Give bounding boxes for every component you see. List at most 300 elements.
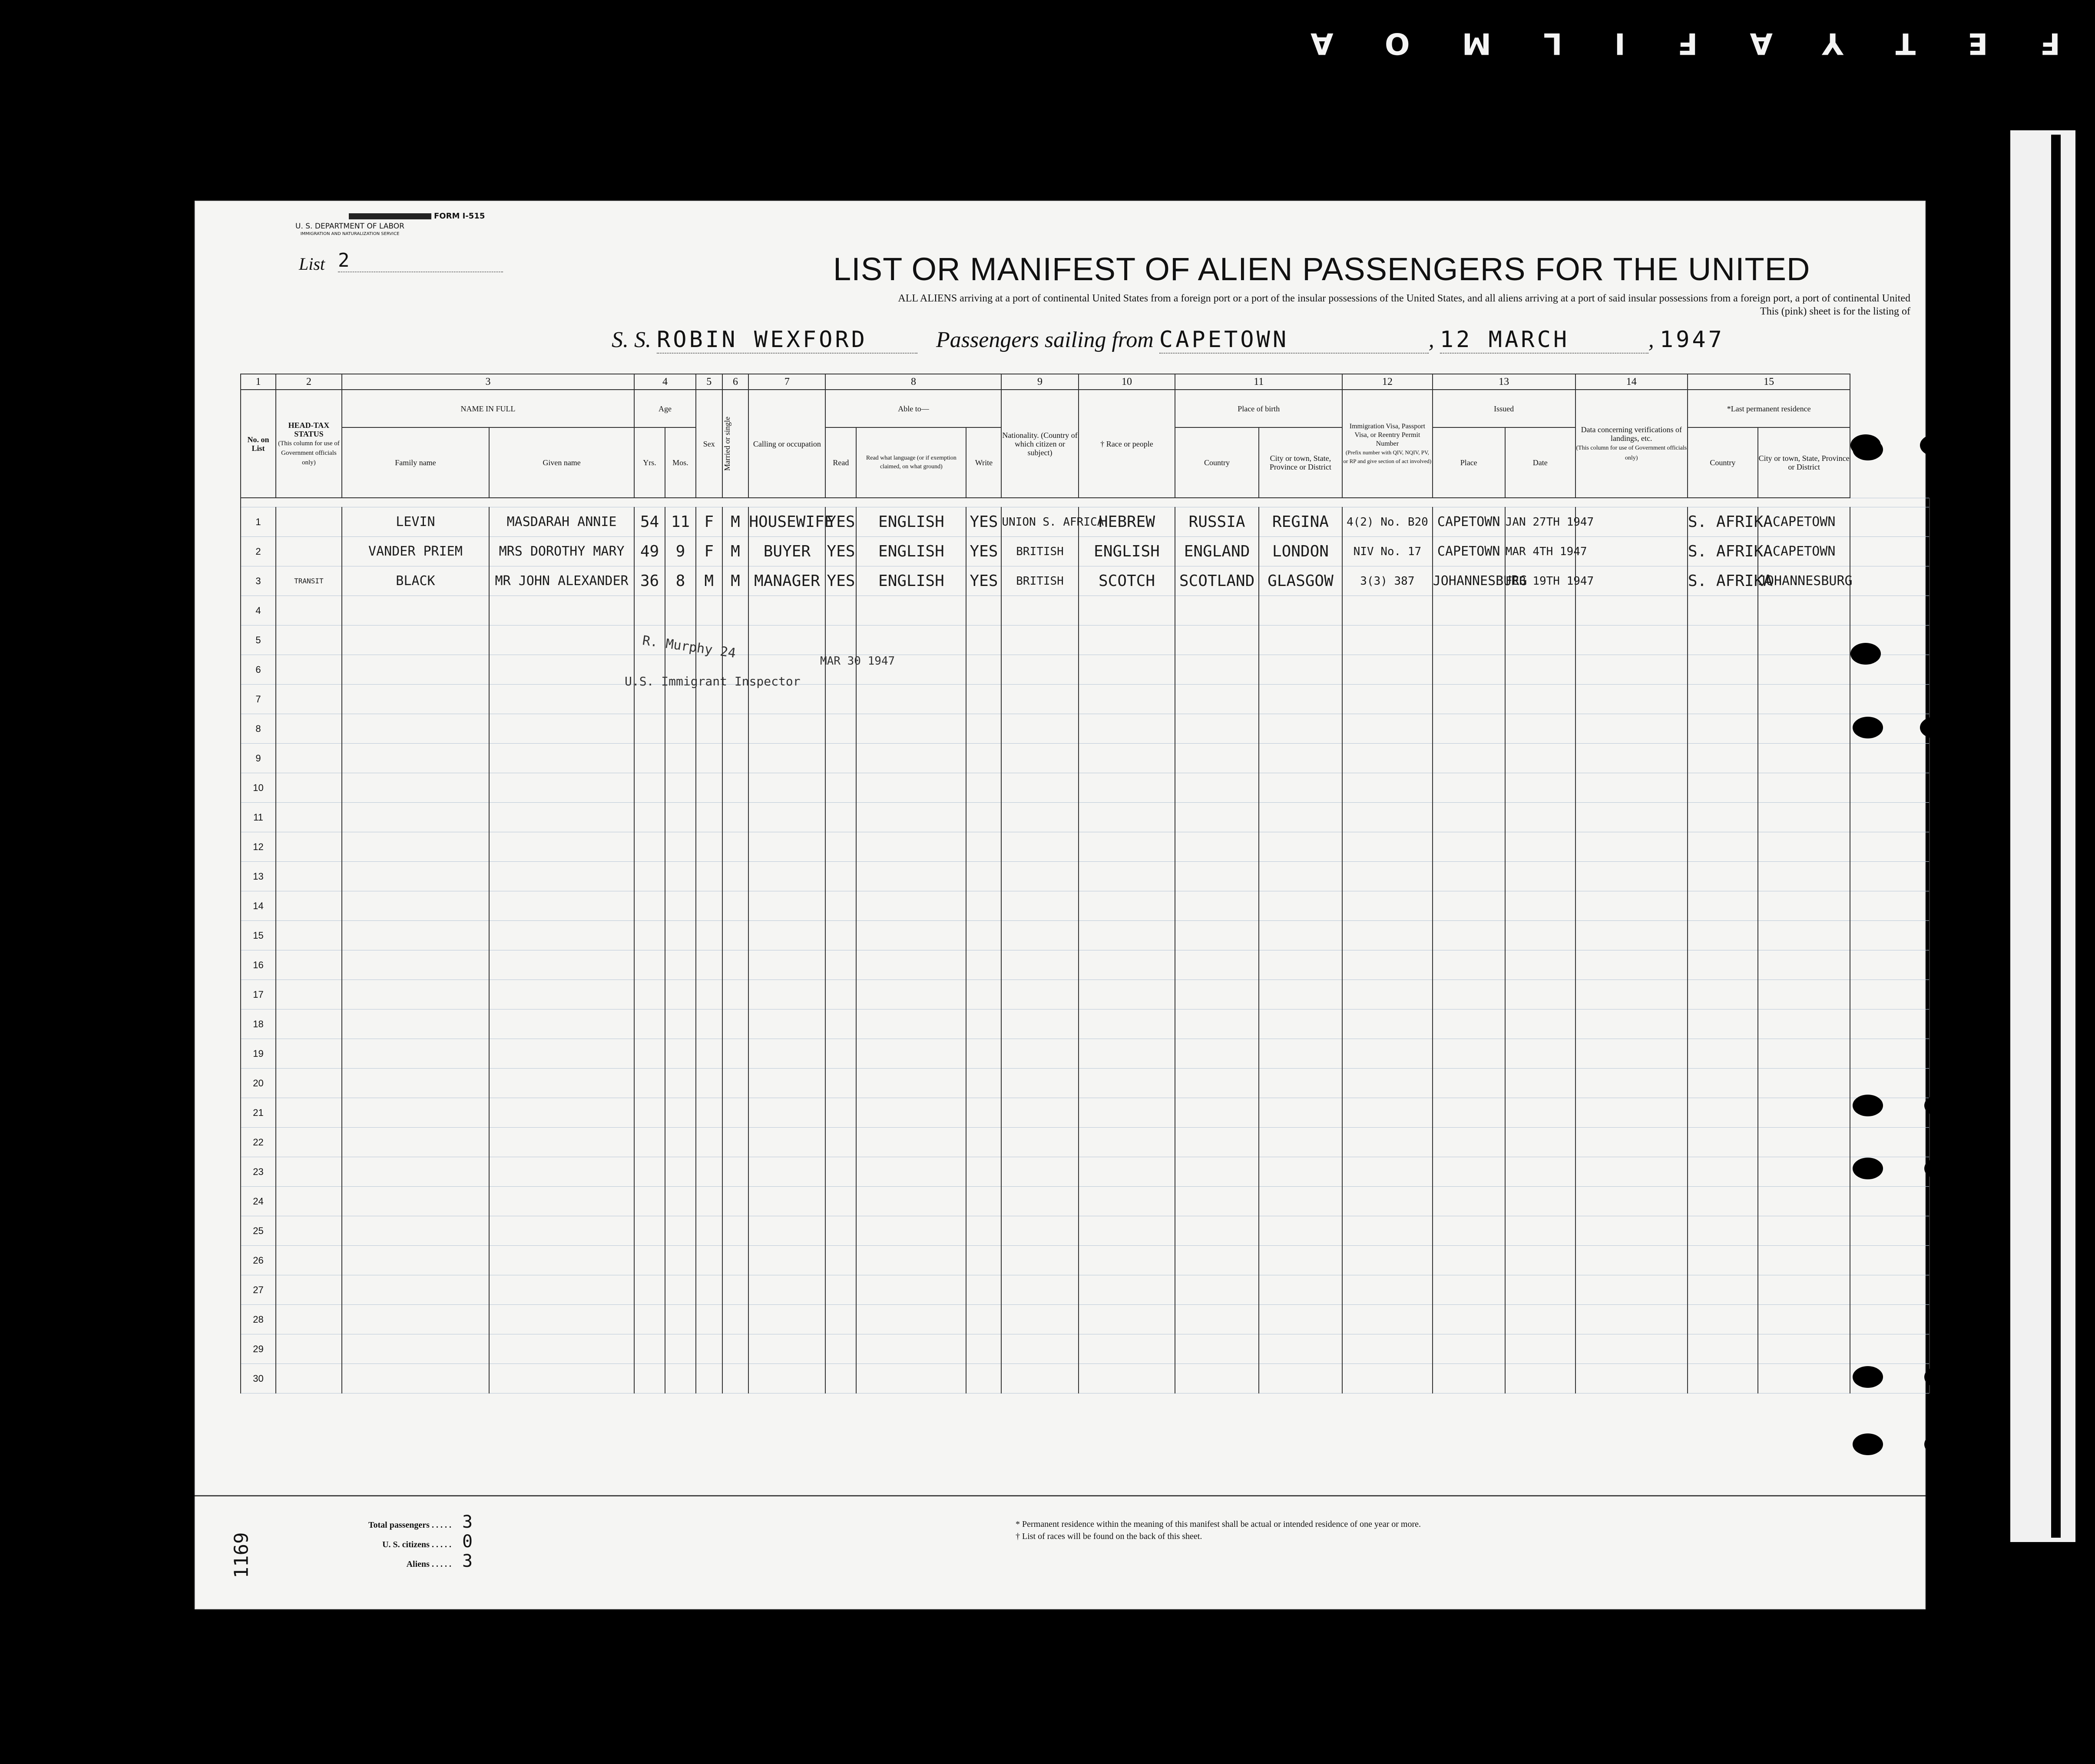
empty-cell bbox=[1575, 1157, 1688, 1187]
empty-cell bbox=[1505, 832, 1575, 862]
cell-married: M bbox=[722, 566, 749, 596]
empty-cell bbox=[1758, 1364, 1850, 1393]
empty-cell bbox=[665, 1128, 696, 1157]
empty-cell bbox=[665, 1364, 696, 1393]
empty-cell bbox=[1001, 862, 1078, 891]
empty-cell bbox=[856, 1009, 966, 1039]
empty-cell bbox=[342, 1157, 489, 1187]
cell-res-city: JOHANNESBURG bbox=[1758, 566, 1850, 596]
cell-given: MASDARAH ANNIE bbox=[489, 507, 634, 537]
empty-cell bbox=[1259, 1009, 1342, 1039]
empty-cell bbox=[1001, 744, 1078, 773]
empty-cell bbox=[1001, 655, 1078, 685]
empty-cell bbox=[1758, 1069, 1850, 1098]
row-number: 24 bbox=[241, 1187, 276, 1216]
empty-cell bbox=[1079, 891, 1175, 921]
cell-married: M bbox=[722, 507, 749, 537]
empty-cell bbox=[722, 980, 749, 1009]
empty-cell bbox=[748, 921, 825, 950]
empty-cell bbox=[1850, 685, 1930, 714]
empty-cell bbox=[1433, 1157, 1505, 1187]
empty-cell bbox=[276, 862, 342, 891]
empty-cell bbox=[1575, 1275, 1688, 1305]
empty-cell bbox=[856, 980, 966, 1009]
empty-cell bbox=[696, 1128, 722, 1157]
empty-cell bbox=[1259, 1246, 1342, 1275]
film-edge-strip bbox=[2010, 130, 2075, 1542]
empty-cell bbox=[276, 1157, 342, 1187]
empty-cell bbox=[342, 803, 489, 832]
empty-cell bbox=[1342, 655, 1433, 685]
col-issued-place: Place bbox=[1433, 427, 1505, 498]
empty-cell bbox=[489, 744, 634, 773]
empty-cell bbox=[1688, 1275, 1758, 1305]
side-number: 1169 bbox=[230, 1532, 253, 1579]
empty-cell bbox=[856, 891, 966, 921]
empty-cell bbox=[748, 803, 825, 832]
empty-cell bbox=[1259, 655, 1342, 685]
empty-cell bbox=[1575, 1098, 1688, 1128]
empty-cell bbox=[1505, 1069, 1575, 1098]
empty-cell bbox=[1001, 1098, 1078, 1128]
empty-cell bbox=[489, 714, 634, 744]
empty-cell bbox=[1342, 773, 1433, 803]
cell-country: ENGLAND bbox=[1175, 537, 1258, 566]
empty-cell bbox=[1850, 1009, 1930, 1039]
empty-cell bbox=[966, 596, 1001, 626]
cell-write: YES bbox=[966, 507, 1001, 537]
empty-cell bbox=[856, 744, 966, 773]
empty-cell bbox=[1433, 803, 1505, 832]
empty-cell bbox=[1688, 950, 1758, 980]
empty-cell bbox=[748, 685, 825, 714]
empty-cell bbox=[1259, 832, 1342, 862]
empty-cell bbox=[696, 1334, 722, 1364]
empty-cell bbox=[1575, 921, 1688, 950]
cell-write: YES bbox=[966, 537, 1001, 566]
empty-cell bbox=[722, 1009, 749, 1039]
empty-cell bbox=[1433, 832, 1505, 862]
row-number: 22 bbox=[241, 1128, 276, 1157]
empty-cell bbox=[342, 1098, 489, 1128]
empty-cell bbox=[1505, 744, 1575, 773]
empty-cell bbox=[634, 685, 665, 714]
empty-cell bbox=[1001, 1275, 1078, 1305]
empty-cell bbox=[748, 950, 825, 980]
empty-cell bbox=[748, 773, 825, 803]
empty-cell bbox=[1342, 921, 1433, 950]
empty-cell bbox=[276, 1216, 342, 1246]
manifest-table bbox=[240, 374, 1930, 1393]
empty-cell bbox=[276, 1039, 342, 1069]
empty-cell bbox=[1433, 655, 1505, 685]
cell-res-country: S. AFRIKA bbox=[1688, 537, 1758, 566]
cell-res-country: S. AFRIKA bbox=[1688, 566, 1758, 596]
empty-cell bbox=[1342, 1009, 1433, 1039]
empty-cell bbox=[966, 862, 1001, 891]
empty-cell bbox=[1575, 1187, 1688, 1216]
empty-cell bbox=[1342, 950, 1433, 980]
empty-cell bbox=[1758, 1009, 1850, 1039]
empty-cell bbox=[342, 862, 489, 891]
empty-cell bbox=[1433, 1334, 1505, 1364]
empty-cell bbox=[1433, 1364, 1505, 1393]
empty-cell bbox=[665, 832, 696, 862]
col-place-of-birth: Place of birth bbox=[1175, 390, 1342, 427]
empty-cell bbox=[1259, 1187, 1342, 1216]
empty-cell bbox=[1259, 980, 1342, 1009]
empty-cell bbox=[1505, 1246, 1575, 1275]
empty-cell bbox=[1079, 626, 1175, 655]
empty-cell bbox=[1758, 891, 1850, 921]
empty-cell bbox=[722, 862, 749, 891]
empty-cell bbox=[1575, 714, 1688, 744]
empty-cell bbox=[1342, 862, 1433, 891]
empty-cell bbox=[696, 980, 722, 1009]
empty-cell bbox=[1433, 950, 1505, 980]
col-name-in-full: NAME IN FULL bbox=[342, 390, 634, 427]
empty-cell bbox=[748, 1216, 825, 1246]
empty-cell bbox=[722, 1305, 749, 1334]
empty-cell bbox=[1758, 980, 1850, 1009]
empty-cell bbox=[1575, 803, 1688, 832]
department-label: U. S. DEPARTMENT OF LABOR IMMIGRATION AND NATURALIZATION SERVICE bbox=[295, 222, 404, 236]
empty-cell bbox=[1259, 626, 1342, 655]
film-edge-dark bbox=[2051, 135, 2061, 1538]
empty-cell bbox=[634, 744, 665, 773]
punch-hole bbox=[1853, 1366, 1883, 1388]
empty-cell bbox=[1575, 1364, 1688, 1393]
empty-cell bbox=[1433, 1216, 1505, 1246]
empty-cell bbox=[634, 1069, 665, 1098]
empty-cell bbox=[1688, 1187, 1758, 1216]
empty-cell bbox=[665, 862, 696, 891]
empty-cell bbox=[1342, 1275, 1433, 1305]
empty-cell bbox=[1175, 714, 1258, 744]
empty-cell bbox=[342, 626, 489, 655]
empty-cell bbox=[342, 685, 489, 714]
empty-cell bbox=[1259, 773, 1342, 803]
empty-cell bbox=[1505, 714, 1575, 744]
row-number: 7 bbox=[241, 685, 276, 714]
empty-cell bbox=[1175, 1128, 1258, 1157]
empty-cell bbox=[1433, 1009, 1505, 1039]
cell-no: 2 bbox=[241, 537, 276, 566]
empty-cell bbox=[1079, 1187, 1175, 1216]
col-married: Married or single bbox=[722, 390, 749, 498]
empty-cell bbox=[966, 685, 1001, 714]
empty-cell bbox=[1079, 1157, 1175, 1187]
empty-cell bbox=[1688, 1039, 1758, 1069]
empty-cell bbox=[489, 1069, 634, 1098]
empty-cell bbox=[1175, 1275, 1258, 1305]
empty-cell bbox=[1342, 1334, 1433, 1364]
table-row bbox=[241, 773, 1930, 803]
empty-cell bbox=[1175, 1009, 1258, 1039]
empty-cell bbox=[1175, 1364, 1258, 1393]
empty-cell bbox=[1575, 1334, 1688, 1364]
empty-cell bbox=[1505, 862, 1575, 891]
empty-cell bbox=[1001, 1187, 1078, 1216]
empty-cell bbox=[665, 1216, 696, 1246]
punch-hole bbox=[1924, 1158, 1955, 1179]
col-race: † Race or people bbox=[1079, 390, 1175, 498]
inspector-stamp: U.S. Immigrant Inspector bbox=[625, 674, 801, 688]
empty-cell bbox=[966, 1069, 1001, 1098]
empty-cell bbox=[1079, 832, 1175, 862]
empty-cell bbox=[748, 1334, 825, 1364]
empty-cell bbox=[825, 1334, 856, 1364]
empty-cell bbox=[1575, 685, 1688, 714]
table-row bbox=[241, 921, 1930, 950]
empty-cell bbox=[1433, 980, 1505, 1009]
punch-hole bbox=[1850, 643, 1881, 665]
empty-cell bbox=[1259, 862, 1342, 891]
empty-cell bbox=[1505, 685, 1575, 714]
row-number: 18 bbox=[241, 1009, 276, 1039]
table-row bbox=[241, 1246, 1930, 1275]
empty-cell bbox=[748, 1275, 825, 1305]
empty-cell bbox=[1688, 980, 1758, 1009]
empty-cell bbox=[665, 714, 696, 744]
empty-cell bbox=[489, 980, 634, 1009]
empty-cell bbox=[696, 1364, 722, 1393]
empty-cell bbox=[665, 1246, 696, 1275]
row-number: 17 bbox=[241, 980, 276, 1009]
empty-cell bbox=[1688, 1334, 1758, 1364]
empty-cell bbox=[1342, 744, 1433, 773]
empty-cell bbox=[276, 655, 342, 685]
cell-mos: 11 bbox=[665, 507, 696, 537]
empty-cell bbox=[856, 1364, 966, 1393]
empty-cell bbox=[1575, 1009, 1688, 1039]
empty-cell bbox=[1433, 862, 1505, 891]
table-row bbox=[241, 1275, 1930, 1305]
cell-occupation: BUYER bbox=[748, 537, 825, 566]
punch-hole bbox=[1924, 1433, 1955, 1455]
empty-cell bbox=[825, 950, 856, 980]
row-number: 27 bbox=[241, 1275, 276, 1305]
empty-cell bbox=[1175, 1098, 1258, 1128]
empty-cell bbox=[1175, 1069, 1258, 1098]
table-row bbox=[241, 1157, 1930, 1187]
empty-cell bbox=[276, 744, 342, 773]
empty-cell bbox=[696, 1187, 722, 1216]
empty-cell bbox=[1758, 832, 1850, 862]
empty-cell bbox=[1688, 655, 1758, 685]
empty-cell bbox=[856, 685, 966, 714]
table-row bbox=[241, 891, 1930, 921]
empty-cell bbox=[276, 773, 342, 803]
empty-cell bbox=[1850, 1246, 1930, 1275]
empty-cell bbox=[966, 1128, 1001, 1157]
empty-cell bbox=[665, 950, 696, 980]
table-row bbox=[241, 744, 1930, 773]
empty-cell bbox=[1688, 773, 1758, 803]
empty-cell bbox=[1688, 921, 1758, 950]
empty-cell bbox=[1758, 1098, 1850, 1128]
cell-family: BLACK bbox=[342, 566, 489, 596]
empty-cell bbox=[722, 950, 749, 980]
empty-cell bbox=[665, 1305, 696, 1334]
empty-cell bbox=[1433, 744, 1505, 773]
empty-cell bbox=[276, 626, 342, 655]
empty-cell bbox=[856, 1039, 966, 1069]
cell-married: M bbox=[722, 537, 749, 566]
empty-cell bbox=[856, 950, 966, 980]
empty-cell bbox=[634, 921, 665, 950]
empty-cell bbox=[1758, 950, 1850, 980]
col-read-language: Read what language (or if exemption claimed, on what ground) bbox=[856, 427, 966, 498]
empty-cell bbox=[1001, 803, 1078, 832]
empty-cell bbox=[1079, 980, 1175, 1009]
empty-cell bbox=[856, 1098, 966, 1128]
empty-cell bbox=[1175, 1157, 1258, 1187]
empty-cell bbox=[1505, 803, 1575, 832]
col-read: Read bbox=[825, 427, 856, 498]
empty-cell bbox=[1175, 921, 1258, 950]
empty-cell bbox=[342, 1128, 489, 1157]
empty-cell bbox=[276, 803, 342, 832]
empty-cell bbox=[1850, 596, 1930, 626]
empty-cell bbox=[856, 773, 966, 803]
empty-cell bbox=[1175, 832, 1258, 862]
empty-cell bbox=[856, 862, 966, 891]
cell-issued-place: CAPETOWN bbox=[1433, 537, 1505, 566]
empty-cell bbox=[1575, 655, 1688, 685]
empty-cell bbox=[1259, 950, 1342, 980]
punch-hole bbox=[1853, 439, 1883, 460]
empty-cell bbox=[665, 773, 696, 803]
empty-cell bbox=[342, 1069, 489, 1098]
empty-cell bbox=[1505, 596, 1575, 626]
cell-issued-place: JOHANNESBURG bbox=[1433, 566, 1505, 596]
empty-cell bbox=[489, 1128, 634, 1157]
empty-cell bbox=[1079, 1039, 1175, 1069]
empty-cell bbox=[1175, 950, 1258, 980]
empty-cell bbox=[1342, 626, 1433, 655]
empty-cell bbox=[634, 980, 665, 1009]
empty-cell bbox=[825, 714, 856, 744]
empty-cell bbox=[342, 1246, 489, 1275]
empty-cell bbox=[1001, 1069, 1078, 1098]
empty-cell bbox=[722, 744, 749, 773]
empty-cell bbox=[665, 1009, 696, 1039]
empty-cell bbox=[1433, 891, 1505, 921]
empty-cell bbox=[276, 891, 342, 921]
empty-cell bbox=[722, 1246, 749, 1275]
empty-cell bbox=[1175, 626, 1258, 655]
sailing-year: 1947 bbox=[1659, 327, 1724, 353]
empty-cell bbox=[856, 1157, 966, 1187]
empty-cell bbox=[748, 1069, 825, 1098]
empty-cell bbox=[696, 921, 722, 950]
empty-cell bbox=[1758, 921, 1850, 950]
empty-cell bbox=[1175, 685, 1258, 714]
empty-cell bbox=[634, 1305, 665, 1334]
cell-language: ENGLISH bbox=[856, 507, 966, 537]
empty-cell bbox=[342, 1364, 489, 1393]
empty-cell bbox=[1079, 1275, 1175, 1305]
empty-cell bbox=[748, 1039, 825, 1069]
empty-cell bbox=[1505, 980, 1575, 1009]
row-number: 5 bbox=[241, 626, 276, 655]
empty-cell bbox=[856, 1334, 966, 1364]
empty-cell bbox=[722, 1187, 749, 1216]
empty-cell bbox=[489, 626, 634, 655]
empty-cell bbox=[276, 1364, 342, 1393]
table-row bbox=[241, 537, 1930, 566]
empty-cell bbox=[634, 891, 665, 921]
punch-hole bbox=[1853, 1095, 1883, 1116]
column-number-row: 1 2 3 4 5 6 7 8 9 10 11 12 13 14 15 bbox=[241, 374, 1930, 390]
empty-cell bbox=[342, 744, 489, 773]
cell-read: YES bbox=[825, 537, 856, 566]
empty-cell bbox=[1433, 921, 1505, 950]
col-occupation: Calling or occupation bbox=[748, 390, 825, 498]
cell-visa: NIV No. 17 bbox=[1342, 537, 1433, 566]
empty-cell bbox=[1259, 1305, 1342, 1334]
empty-cell bbox=[722, 1128, 749, 1157]
col-issued: Issued bbox=[1433, 390, 1575, 427]
empty-cell bbox=[1505, 1216, 1575, 1246]
empty-cell bbox=[489, 950, 634, 980]
empty-cell bbox=[748, 891, 825, 921]
table-row bbox=[241, 1128, 1930, 1157]
cell-visa: 3(3) 387 bbox=[1342, 566, 1433, 596]
empty-cell bbox=[856, 1275, 966, 1305]
empty-cell bbox=[634, 832, 665, 862]
empty-cell bbox=[276, 950, 342, 980]
punch-hole bbox=[1853, 717, 1883, 738]
empty-cell bbox=[722, 773, 749, 803]
empty-cell bbox=[276, 685, 342, 714]
empty-cell bbox=[1850, 950, 1930, 980]
table-row bbox=[241, 1039, 1930, 1069]
empty-cell bbox=[966, 1216, 1001, 1246]
empty-cell bbox=[1259, 921, 1342, 950]
empty-cell bbox=[1079, 773, 1175, 803]
empty-cell bbox=[1505, 1098, 1575, 1128]
cell-sex: F bbox=[696, 507, 722, 537]
empty-cell bbox=[1079, 1305, 1175, 1334]
empty-cell bbox=[696, 891, 722, 921]
empty-cell bbox=[1758, 1216, 1850, 1246]
empty-cell bbox=[665, 744, 696, 773]
empty-cell bbox=[696, 1275, 722, 1305]
empty-cell bbox=[966, 1009, 1001, 1039]
empty-cell bbox=[1259, 891, 1342, 921]
empty-cell bbox=[825, 1305, 856, 1334]
empty-cell bbox=[856, 1187, 966, 1216]
empty-cell bbox=[1001, 685, 1078, 714]
table-row bbox=[241, 1364, 1930, 1393]
row-number: 30 bbox=[241, 1364, 276, 1393]
cell-mos: 8 bbox=[665, 566, 696, 596]
empty-cell bbox=[1001, 980, 1078, 1009]
table-row bbox=[241, 1009, 1930, 1039]
cell-occupation: HOUSEWIFE bbox=[748, 507, 825, 537]
empty-cell bbox=[1259, 1216, 1342, 1246]
empty-cell bbox=[1505, 1039, 1575, 1069]
col-head-tax: HEAD-TAX STATUS (This column for use of Government officials only) bbox=[276, 390, 342, 498]
empty-cell bbox=[1505, 921, 1575, 950]
table-row bbox=[241, 566, 1930, 596]
empty-cell bbox=[1001, 891, 1078, 921]
empty-cell bbox=[696, 862, 722, 891]
cell-language: ENGLISH bbox=[856, 566, 966, 596]
empty-cell bbox=[1575, 1128, 1688, 1157]
